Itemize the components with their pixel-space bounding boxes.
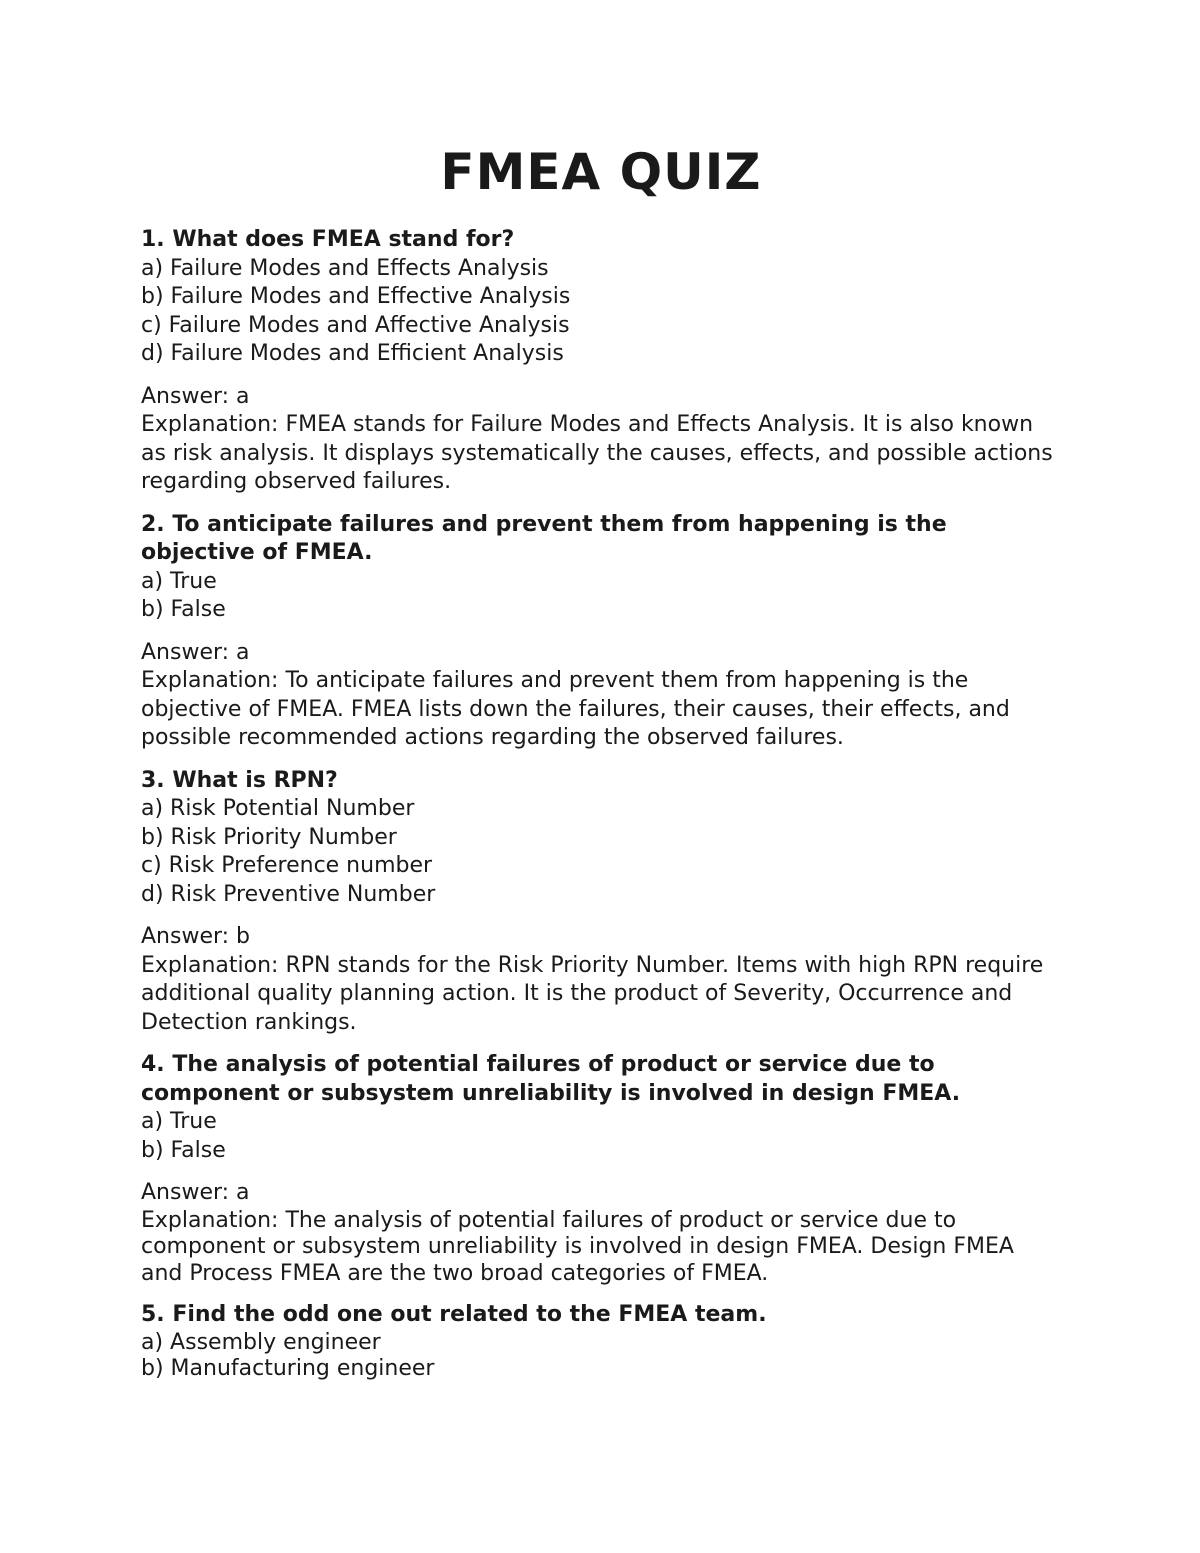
question-text: 3. What is RPN? [141, 767, 338, 793]
question-text: 4. The analysis of potential failures of product or service due to component or subsystem unreliability is involved in design FMEA. [141, 1052, 961, 1106]
option-item: a) Assembly engineer [141, 1329, 381, 1355]
question-text: 2. To anticipate failures and prevent them from happening is the objective of FMEA. [141, 511, 947, 565]
option-item: b) False [141, 1137, 226, 1163]
document-page [141, 140, 1061, 1397]
answer-text: Answer: a [141, 639, 250, 665]
option-item: d) Risk Preventive Number [141, 881, 436, 907]
answer-text: Answer: a [141, 1180, 250, 1205]
option-list [141, 1330, 1061, 1383]
option-item: c) Risk Preference number [141, 853, 433, 878]
question-block [141, 1301, 1061, 1383]
option-item: a) True [141, 568, 217, 594]
explanation-text: Explanation: The analysis of potential failures of product or service due to component or subsystem unreliability is involved in design FMEA. Design FMEA and Process FMEA are the two broad categories of FMEA. [141, 1207, 1014, 1286]
explanation-text: Explanation: To anticipate failures and prevent them from happening is the objective of FMEA. FMEA lists down the failures, their causes, their effects, and possible recommended actions regarding the observed failures. [141, 668, 1010, 750]
option-item: b) Manufacturing engineer [141, 1356, 435, 1381]
answer-text: Answer: b [141, 924, 251, 949]
option-list [141, 1108, 1061, 1165]
option-item: b) False [141, 597, 226, 622]
question-text: 1. What does FMEA stand for? [141, 227, 515, 252]
question-block [141, 767, 1061, 1038]
option-item: b) Risk Priority Number [141, 824, 397, 850]
explanation-text: Explanation: RPN stands for the Risk Priority Number. Items with high RPN require additional quality planning action. It is the product of Severity, Occurrence and Detection rankings. [141, 952, 1044, 1035]
question-block [141, 511, 1061, 753]
option-item: b) Failure Modes and Effective Analysis [141, 284, 571, 309]
option-item: a) Risk Potential Number [141, 796, 415, 821]
option-item: a) True [141, 1109, 217, 1134]
option-list [141, 795, 1061, 909]
option-item: c) Failure Modes and Affective Analysis [141, 312, 570, 338]
option-item: d) Failure Modes and Efficient Analysis [141, 341, 564, 366]
option-list [141, 568, 1061, 625]
option-list [141, 255, 1061, 369]
question-text: 5. Find the odd one out related to the FMEA team. [141, 1302, 767, 1327]
question-block [141, 226, 1061, 497]
option-item: a) Failure Modes and Effects Analysis [141, 255, 549, 281]
answer-text: Answer: a [141, 383, 250, 409]
question-block [141, 1051, 1061, 1287]
explanation-text: Explanation: FMEA stands for Failure Modes and Effects Analysis. It is also known as risk analysis. It displays systematically the causes, effects, and possible actions regarding observed failures. [141, 412, 1053, 494]
page-title: FMEA QUIZ [440, 143, 762, 201]
